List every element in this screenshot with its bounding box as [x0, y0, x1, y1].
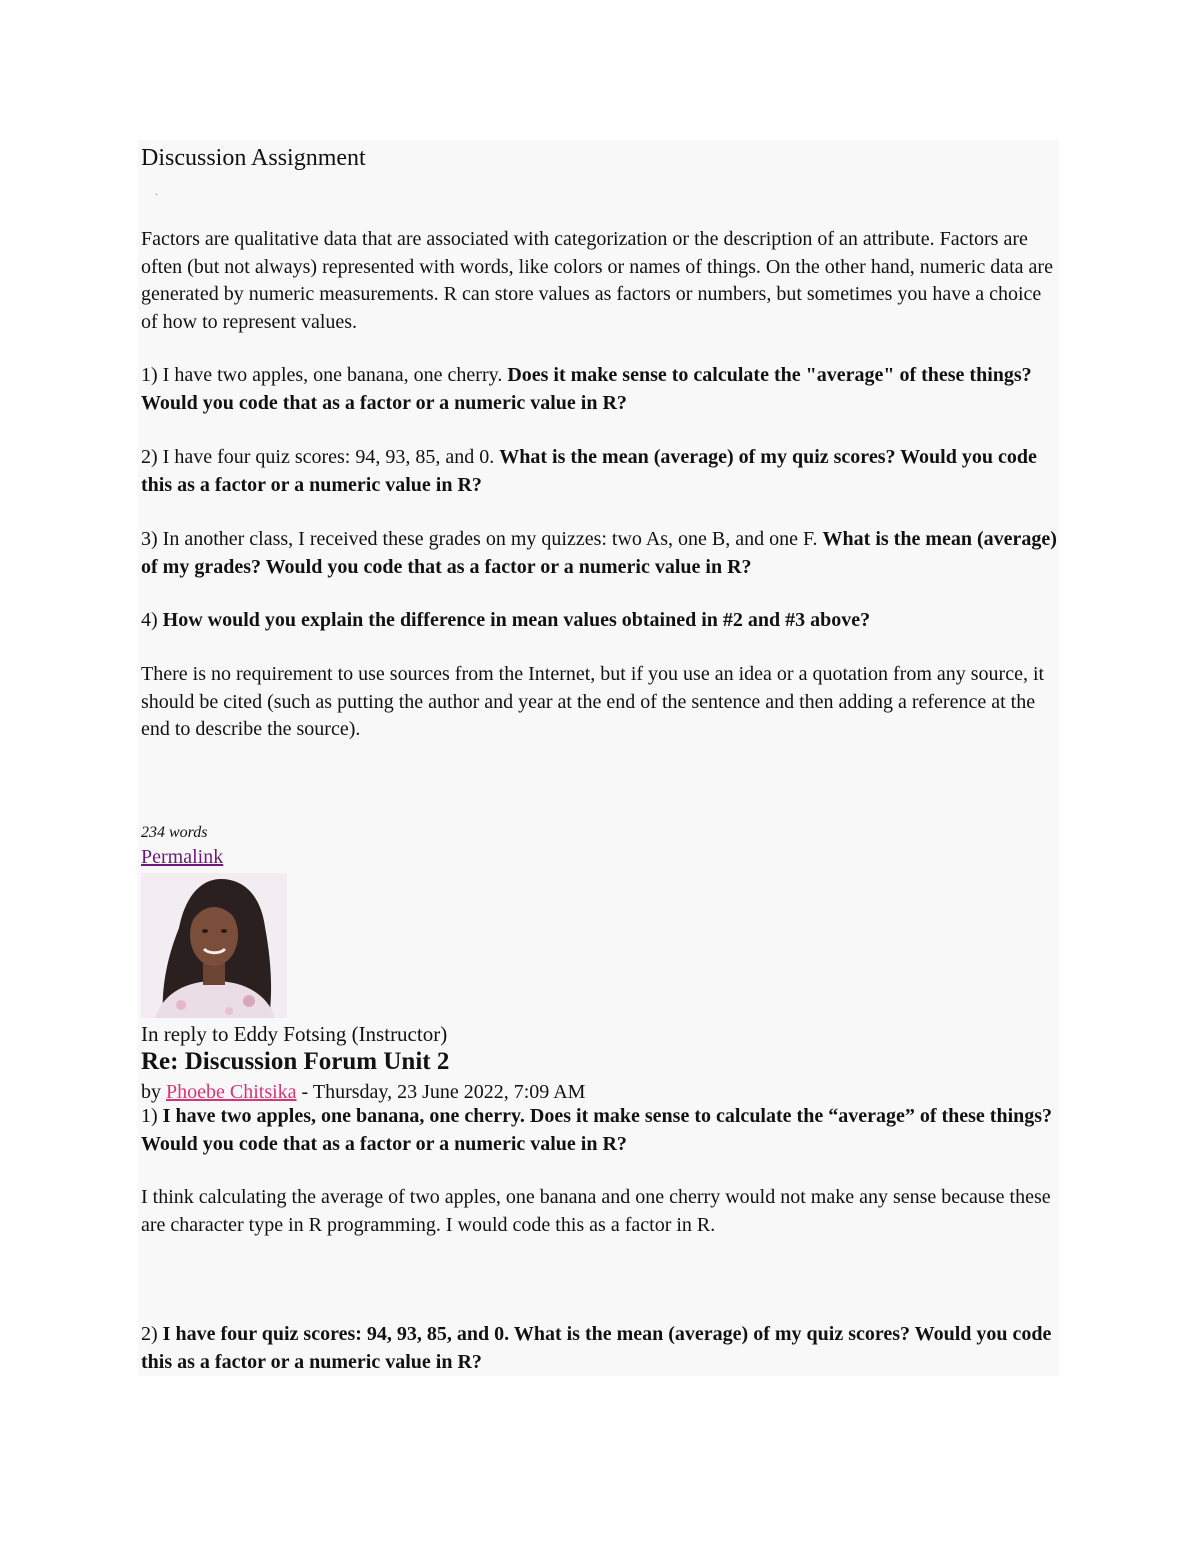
reply-question-2 [141, 1321, 1059, 1376]
reply-question-2-num: 2) [141, 1323, 163, 1345]
discussion-content [138, 140, 1059, 1376]
question-3 [141, 526, 1059, 581]
bullet-dot: · [155, 190, 159, 201]
question-2-bold: What is the mean (average) of my quiz scores? Would you code this as a factor or a numeric value in R? [141, 446, 1037, 496]
reply-question-1-num: 1) [141, 1105, 163, 1127]
question-4 [141, 607, 1059, 635]
reply-answer-1: I think calculating the average of two apples, one banana and one cherry would not make any sense because these are character type in R programming. I would code this as a factor in R. [141, 1186, 1051, 1236]
question-1-lead: 1) I have two apples, one banana, one cherry. [141, 364, 508, 386]
question-2 [141, 444, 1059, 499]
intro-paragraph: Factors are qualitative data that are associated with categorization or the description of an attribute. Factors are often (but not always) represented with words, like colors or names of things. On the other hand, numeric data are generated by numeric measurements. R can store values as factors or numbers, but sometimes you have a choice of how to represent values. [141, 228, 1053, 333]
question-1-bold: Does it make sense to calculate the "average" of these things? Would you code that as a factor or a numeric value in R? [141, 364, 1032, 414]
question-1 [141, 362, 1059, 417]
reply-question-2-bold: I have four quiz scores: 94, 93, 85, and 0. What is the mean (average) of my quiz scores? Would you code this as a factor or a numeric value in R? [141, 1323, 1052, 1373]
byline-prefix: by [141, 1081, 166, 1103]
user-photo-icon [141, 873, 287, 1018]
permalink-link[interactable]: Permalink [141, 846, 224, 868]
sources-note: There is no requirement to use sources from the Internet, but if you use an idea or a quotation from any source, it should be cited (such as putting the author and year at the end of the sentence and then adding a reference at the end to describe the source). [141, 663, 1045, 740]
question-3-lead: 3) In another class, I received these grades on my quizzes: two As, one B, and one F. [141, 528, 823, 550]
reply-question-1 [141, 1103, 1059, 1158]
assignment-heading: Discussion Assignment [141, 145, 366, 171]
post-byline [141, 1078, 585, 1106]
post-title: Re: Discussion Forum Unit 2 [141, 1048, 450, 1075]
word-count: 234 words [141, 824, 208, 841]
reply-question-1-bold: I have two apples, one banana, one cherry. Does it make sense to calculate the “average” of these things? Would you code that as a factor or a numeric value in R? [141, 1105, 1053, 1155]
question-4-bold: How would you explain the difference in mean values obtained in #2 and #3 above? [162, 609, 871, 631]
in-reply-to: In reply to Eddy Fotsing (Instructor) [141, 1022, 448, 1046]
post-date: - Thursday, 23 June 2022, 7:09 AM [296, 1081, 586, 1103]
question-2-lead: 2) I have four quiz scores: 94, 93, 85, and 0. [141, 446, 500, 468]
question-4-lead: 4) [141, 609, 163, 631]
question-3-bold: What is the mean (average) of my grades? Would you code that as a factor or a numeric value in R? [141, 528, 1057, 578]
author-link[interactable]: Phoebe Chitsika [166, 1081, 297, 1103]
author-avatar[interactable] [141, 873, 287, 1018]
